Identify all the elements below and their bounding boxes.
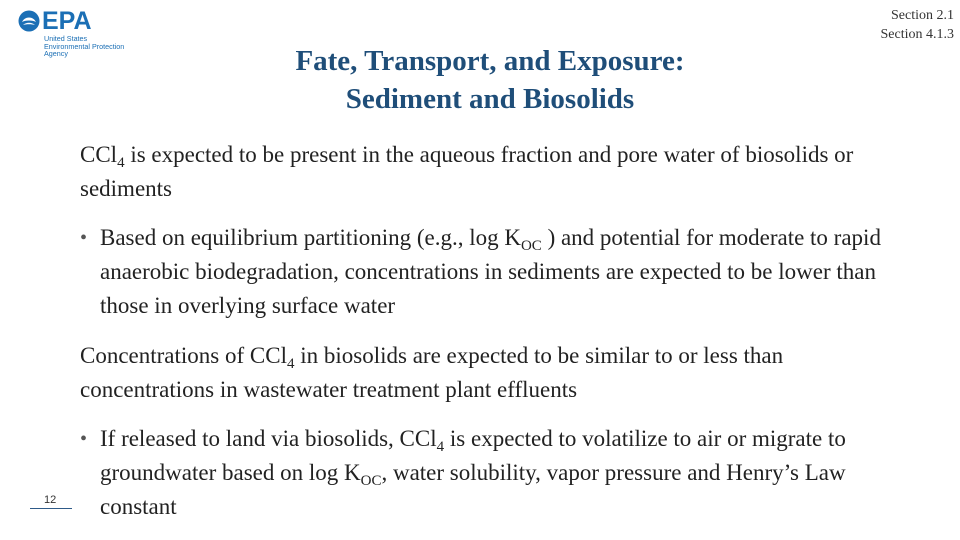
bullet-item bbox=[80, 221, 920, 323]
text-run: Based on equilibrium partitioning (e.g., log K bbox=[100, 225, 521, 250]
bullet-dot-icon: • bbox=[80, 428, 88, 450]
body-paragraph bbox=[80, 339, 920, 407]
subscript: 4 bbox=[286, 356, 295, 372]
page-number: 12 bbox=[44, 494, 57, 506]
section-reference bbox=[881, 6, 955, 44]
text-run: Concentrations of CCl bbox=[80, 343, 287, 368]
bullet-dot-icon: • bbox=[80, 227, 88, 249]
epa-flower-logo-icon bbox=[18, 10, 40, 32]
agency-line: Agency bbox=[44, 49, 68, 59]
text-run: in biosolids are expected to be similar to or less than concentrations in wastewater treatment plant effluents bbox=[80, 343, 784, 402]
agency-name bbox=[44, 35, 124, 58]
subscript: 4 bbox=[117, 155, 125, 171]
title-line: Fate, Transport, and Exposure: bbox=[295, 45, 685, 77]
agency-line: United States bbox=[44, 34, 88, 43]
section-ref-line: Section 4.1.3 bbox=[880, 27, 954, 42]
body-paragraph bbox=[80, 138, 920, 206]
text-run: is expected to volatilize to air or migrate to groundwater based on log K bbox=[100, 426, 846, 485]
slide-body bbox=[80, 138, 920, 540]
subscript: OC bbox=[520, 238, 542, 254]
text-run: CCl bbox=[80, 142, 118, 167]
page-number-underline bbox=[30, 508, 72, 509]
agency-line: Environmental Protection bbox=[44, 41, 125, 51]
epa-logo bbox=[18, 7, 168, 59]
epa-acronym: EPA bbox=[42, 7, 92, 35]
text-run: , water solubility, vapor pressure and Henry’s Law constant bbox=[100, 460, 846, 519]
text-run: ) and potential for moderate to rapid anaerobic biodegradation, concentrations in sediments are expected to be lower than those in overlying surface water bbox=[100, 225, 881, 318]
section-ref-line: Section 2.1 bbox=[891, 8, 954, 23]
title-line: Sediment and Biosolids bbox=[345, 83, 635, 115]
bullet-item bbox=[80, 422, 920, 524]
subscript: OC bbox=[360, 473, 382, 489]
slide-title bbox=[200, 42, 780, 118]
subscript: 4 bbox=[436, 439, 445, 455]
text-run: If released to land via biosolids, CCl bbox=[100, 426, 437, 451]
text-run: is expected to be present in the aqueous fraction and pore water of biosolids or sediments bbox=[80, 142, 854, 201]
